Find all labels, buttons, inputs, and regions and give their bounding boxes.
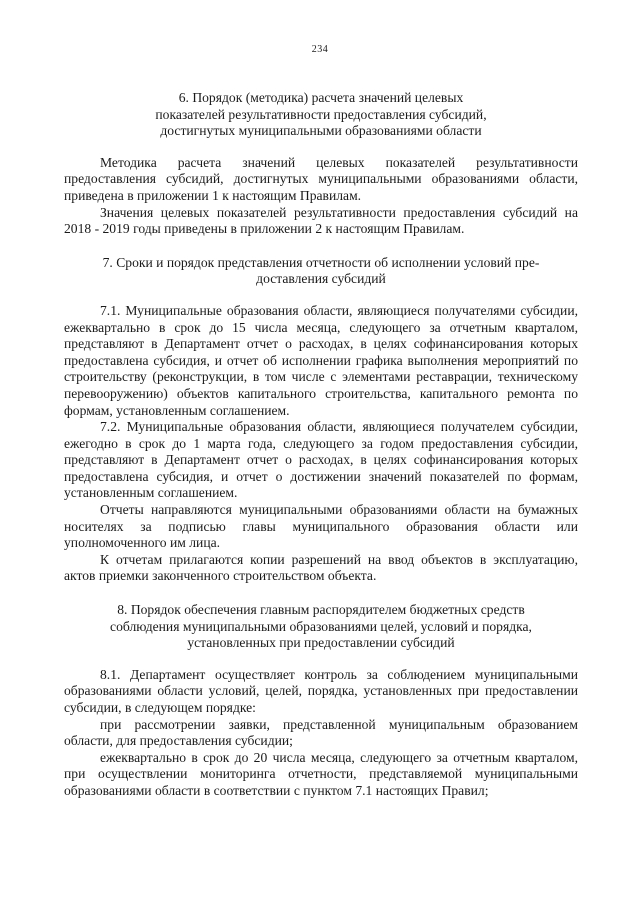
paragraph: Отчеты направляются муниципальными образованиями области на бумажных носителях за подписью главы муниципального образования области или уполномоченного им лица.: [64, 502, 578, 551]
section-8-heading: [64, 602, 578, 652]
heading-line: показателей результативности предоставления субсидий,: [155, 106, 487, 122]
paragraph: К отчетам прилагаются копии разрешений на ввод объектов в эксплуатацию, актов приемки законченного строительством объекта.: [64, 551, 578, 584]
heading-line: 8. Порядок обеспечения главным распорядителем бюджетных средств: [117, 602, 525, 618]
page-number: 234: [311, 44, 329, 55]
heading-line: установленных при предоставлении субсидий: [187, 635, 455, 651]
heading-line: 6. Порядок (методика) расчета значений целевых: [178, 90, 464, 105]
heading-line: доставления субсидий: [256, 271, 386, 287]
paragraph: 8.1. Департамент осуществляет контроль за соблюдением муниципальными образованиями области условий, целей, порядка, установленных при предоставлении субсидии, в следующем порядке:: [64, 666, 578, 715]
paragraph: Методика расчета значений целевых показателей результативности предоставления субсидий, достигнутых муниципальными образованиями области, приведена в приложении 1 к настоящим Правилам.: [64, 154, 578, 203]
heading-line: 7. Сроки и порядок представления отчетности об исполнении условий пре-: [102, 254, 540, 270]
section-6-heading: [64, 90, 578, 140]
section-7-heading: [64, 255, 578, 288]
document-body: [64, 90, 578, 800]
paragraph: Значения целевых показателей результативности предоставления субсидий на 2018 - 2019 годы приведены в приложении 2 к настоящим Правилам.: [64, 204, 578, 237]
heading-line: достигнутых муниципальными образованиями области: [160, 123, 482, 139]
paragraph: при рассмотрении заявки, представленной муниципальным образованием области, для предоставления субсидии;: [64, 716, 578, 749]
heading-line: соблюдения муниципальными образованиями целей, условий и порядка,: [110, 618, 532, 634]
paragraph: 7.1. Муниципальные образования области, являющиеся получателями субсидии, ежеквартально в срок до 15 числа месяца, следующего за отчетным кварталом, представляют в Департамент отчет о расходах, в целях софинансирования которых предоставлена субсидия, и отчет об исполнении графика выполнения мероприятий по строительству (реконструкции, в том числе с элементами реставрации, техническому перевооружению) объектов капитального строительства, капитального ремонта по формам, установленным соглашением.: [64, 302, 578, 418]
paragraph: ежеквартально в срок до 20 числа месяца, следующего за отчетным кварталом, при осуществлении мониторинга отчетности, представляемой муниципальными образованиями области в соответствии с пунктом 7.1 настоящих Правил;: [64, 749, 578, 798]
paragraph: 7.2. Муниципальные образования области, являющиеся получателем субсидии, ежегодно в срок до 1 марта года, следующего за годом предоставления субсидии, представляют в Департамент отчет о расходах, в целях софинансирования которых предоставлена субсидия, и отчет о достижении значений показателей по формам, установленным соглашением.: [64, 419, 578, 501]
